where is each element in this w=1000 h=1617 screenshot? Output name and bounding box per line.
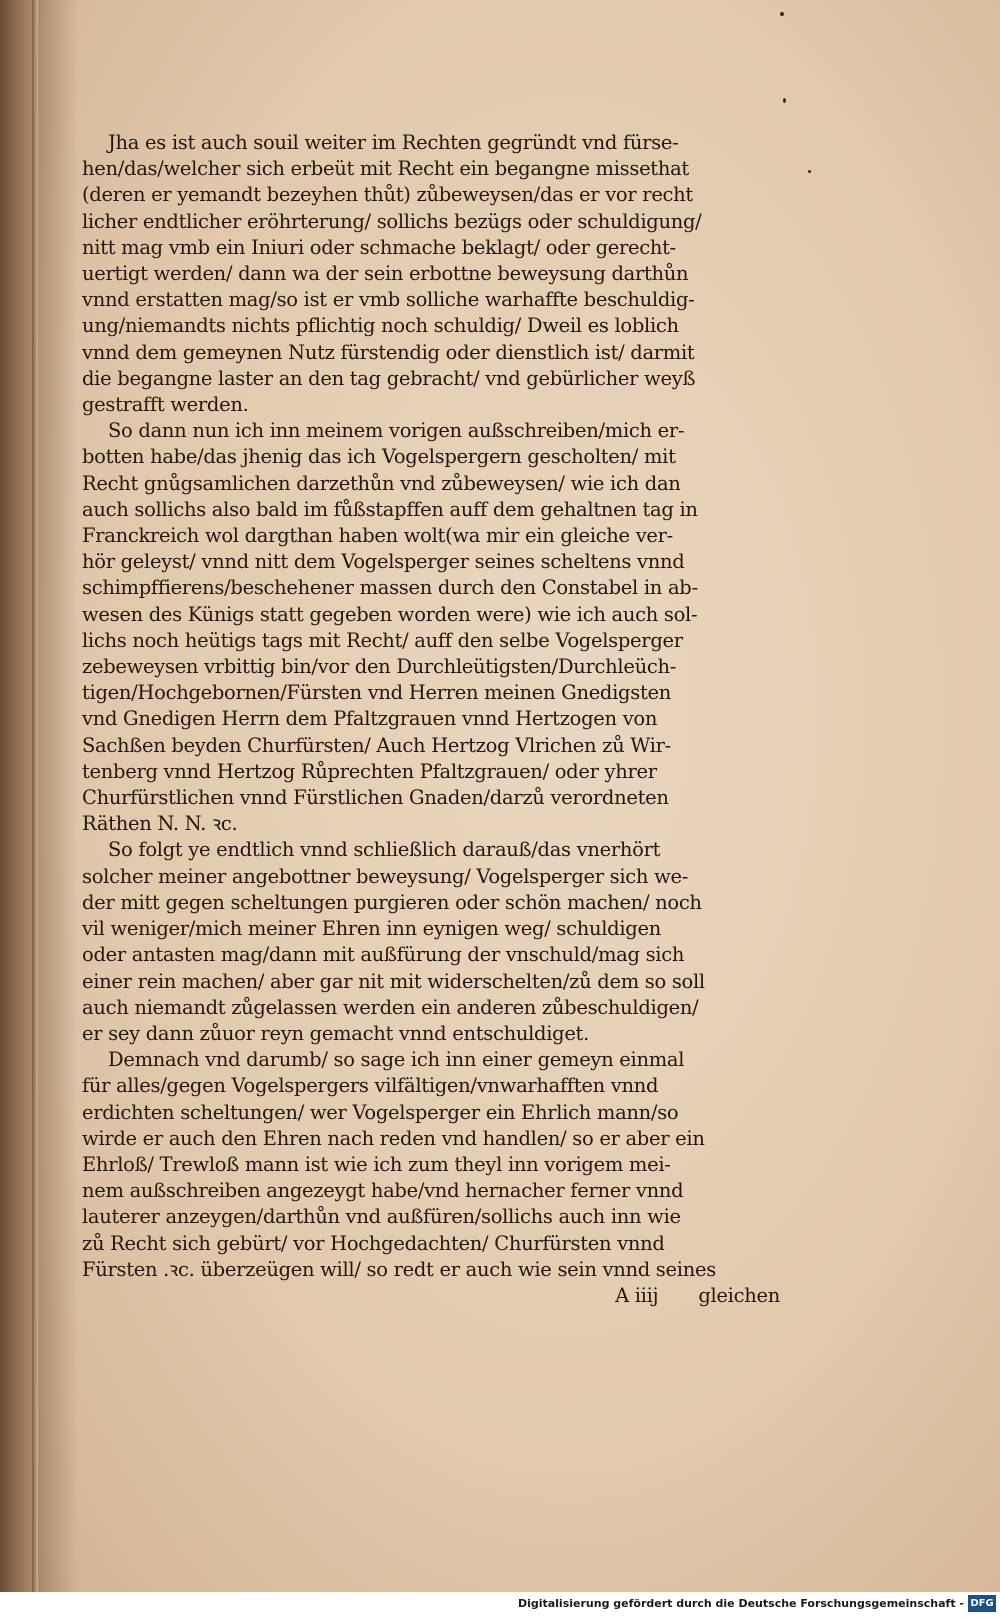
signature-mark: A iiij [615, 1283, 659, 1307]
text-line: der mitt gegen scheltungen purgieren oder schön machen/ noch [82, 890, 702, 914]
text-line: uertigt werden/ dann wa der sein erbottne beweysung darthůn [82, 262, 689, 286]
text-line: schimpffierens/beschehener massen durch den Constabel in ab- [82, 576, 698, 600]
document-page [38, 0, 1000, 1592]
text-line: tenberg vnnd Hertzog Růprechten Pfaltzgrauen/ oder yhrer [82, 759, 657, 783]
text-line: So folgt ye endtlich vnnd schließlich darauß/das vnerhört [108, 838, 661, 862]
paper-speck [808, 170, 811, 173]
text-line: gestrafft werden. [82, 393, 249, 417]
text-line: auch niemandt zůgelassen werden ein anderen zůbeschuldigen/ [82, 995, 699, 1019]
text-line: zů Recht sich gebürt/ vor Hochgedachten/ Churfürsten vnnd [82, 1231, 665, 1255]
footer-bar [0, 1592, 1000, 1617]
text-line: ung/niemandts nichts pflichtig noch schuldig/ Dweil es loblich [82, 314, 679, 338]
text-line: Räthen N. N. ꝛc. [82, 812, 238, 836]
text-line: Franckreich wol dargthan haben wolt(wa mir ein gleiche ver- [82, 524, 673, 548]
page-footer-line [82, 1283, 782, 1309]
text-line: Recht gnůgsamlichen darzethůn vnd zůbeweysen/ wie ich dan [82, 471, 681, 495]
text-line: einer rein machen/ aber gar nit mit widerschelten/zů dem so soll [82, 969, 705, 993]
text-line: vnnd dem gemeynen Nutz fürstendig oder dienstlich ist/ darmit [82, 340, 695, 364]
text-line: botten habe/das jhenig das ich Vogelspergern gescholten/ mit [82, 445, 676, 469]
funding-credit: Digitalisierung gefördert durch die Deutsche Forschungsgemeinschaft - [517, 1597, 964, 1610]
text-line: wirde er auch den Ehren nach reden vnd handlen/ so er aber ein [82, 1126, 705, 1150]
paper-speck [780, 12, 784, 16]
text-line: nitt mag vmb ein Iniuri oder schmache beklagt/ oder gerecht- [82, 235, 676, 259]
text-line: Ehrloß/ Trewloß mann ist wie ich zum theyl inn vorigem mei- [82, 1152, 671, 1176]
text-line: Demnach vnd darumb/ so sage ich inn einer gemeyn einmal [108, 1048, 685, 1072]
text-line: So dann nun ich inn meinem vorigen außschreiben/mich er- [108, 419, 685, 443]
text-line: tigen/Hochgebornen/Fürsten vnd Herren meinen Gnedigsten [82, 681, 671, 705]
text-line: wesen des Künigs statt gegeben worden were) wie ich auch sol- [82, 602, 698, 626]
text-line: Jha es ist auch souil weiter im Rechten gegründt vnd fürse- [108, 131, 679, 154]
text-line: auch sollichs also bald im fůßstapffen auff dem gehaltnen tag in [82, 497, 698, 521]
text-line: Sachßen beyden Churfürsten/ Auch Hertzog Vlrichen zů Wir- [82, 733, 671, 757]
text-line: hen/das/welcher sich erbeüt mit Recht ein begangne missethat [82, 157, 689, 181]
paper-speck [783, 98, 786, 103]
text-line: vil weniger/mich meiner Ehren inn eynigen weg/ schuldigen [82, 917, 661, 941]
catchword: gleichen [698, 1283, 780, 1307]
text-line: für alles/gegen Vogelspergers vilfältigen/vnwarhafften vnnd [82, 1074, 659, 1098]
book-gutter [0, 0, 38, 1617]
text-line: licher endtlicher eröhrterung/ sollichs bezügs oder schuldigung/ [82, 209, 702, 233]
text-line: erdichten scheltungen/ wer Vogelsperger ein Ehrlich mann/so [82, 1100, 679, 1124]
document-body-text [82, 130, 782, 1309]
text-line: vnd Gnedigen Herrn dem Pfaltzgrauen vnnd Hertzogen von [82, 707, 658, 731]
text-line: hör geleyst/ vnnd nitt dem Vogelsperger seines scheltens vnnd [82, 550, 685, 574]
text-line: die begangne laster an den tag gebracht/ vnd gebürlicher weyß [82, 366, 696, 390]
text-line: nem außschreiben angezeygt habe/vnd hernacher ferner vnnd [82, 1179, 684, 1203]
dfg-logo: DFG [968, 1595, 996, 1612]
text-line: Churfürstlichen vnnd Fürstlichen Gnaden/darzů verordneten [82, 786, 669, 810]
text-line: solcher meiner angebottner beweysung/ Vogelsperger sich we- [82, 864, 689, 888]
text-line: (deren er yemandt bezeyhen thůt) zůbeweysen/das er vor recht [82, 183, 693, 207]
text-line: lichs noch heütigs tags mit Recht/ auff den selbe Vogelsperger [82, 628, 683, 652]
text-line: oder antasten mag/dann mit außfürung der vnschuld/mag sich [82, 943, 685, 967]
text-line: zebeweysen vrbittig bin/vor den Durchleütigsten/Durchleüch- [82, 655, 677, 679]
text-line: vnnd erstatten mag/so ist er vmb solliche warhaffte beschuldig- [82, 288, 695, 312]
text-line: Fürsten .ꝛc. überzeügen will/ so redt er auch wie sein vnnd seines [82, 1257, 716, 1281]
text-line: er sey dann zůuor reyn gemacht vnnd entschuldiget. [82, 1021, 589, 1045]
text-line: lauterer anzeygen/darthůn vnd außfüren/sollichs auch inn wie [82, 1205, 681, 1229]
